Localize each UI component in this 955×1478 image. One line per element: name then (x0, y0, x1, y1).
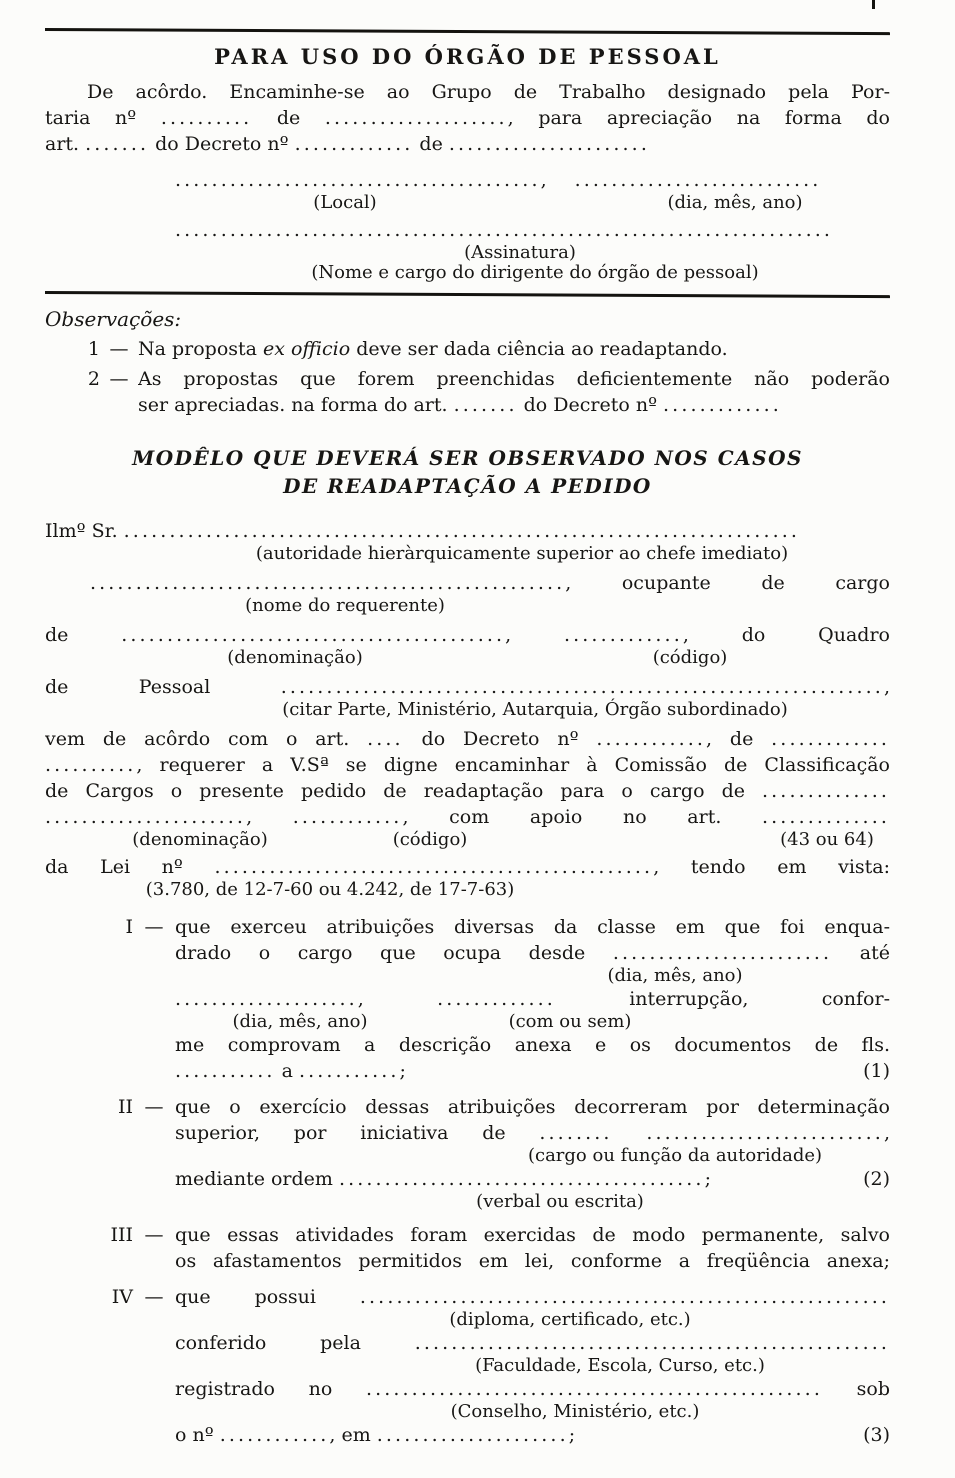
signer-caption-row (45, 263, 890, 283)
item-dash: — (144, 1224, 164, 1246)
caption-assinatura: (Assinatura) (464, 242, 576, 263)
observacao-text-latin: ex officio (263, 338, 351, 360)
lei-line: da Lei nº ................................................, tendo em vista: (45, 856, 890, 878)
caption-cargo-funcao: (cargo ou função da autoridade) (527, 1145, 823, 1166)
caption-conselho-ministerio: (Conselho, Ministério, etc.) (450, 1401, 700, 1422)
requerente-line: ...................................................., ocupante de cargo (90, 572, 890, 594)
clause-text: conferido pela .................................................... (175, 1332, 890, 1354)
scan-artifact-mark (872, 0, 875, 9)
caption-codigo: (código) (652, 647, 728, 668)
caption-row (175, 1146, 890, 1166)
signature-caption-row (45, 243, 890, 263)
ilmo-sr-line: Ilmº Sr. .......................................................................... (45, 520, 800, 542)
denominacao-codigo-art-caption-row (45, 830, 890, 850)
quadro-line: de .........................................., ............., do Quadro (45, 624, 890, 646)
requerente-caption-row (45, 596, 890, 616)
clause-text: me comprovam a descrição anexa e os documentos de fls. (175, 1034, 890, 1056)
local-date-captions (45, 193, 890, 213)
clause-text: drado o cargo que ocupa desde ........................ até (175, 942, 890, 964)
caption-citar-parte: (citar Parte, Ministério, Autarquia, Órgão subordinado) (282, 699, 788, 720)
item-dash: — (109, 338, 129, 360)
roman-numeral: I (125, 916, 133, 938)
item-dash: — (144, 1096, 164, 1118)
observacao-text-post: deve ser dada ciência ao readaptando. (350, 338, 728, 360)
caption-nome-cargo-dirigente: (Nome e cargo do dirigente do órgão de pessoal) (311, 262, 759, 283)
caption-row (175, 1012, 890, 1032)
caption-lei-numeros: (3.780, de 12-7-60 ou 4.242, de 17-7-63) (145, 879, 515, 900)
clause-text: ...................., ............. interrupção, confor- (175, 988, 890, 1010)
pessoal-line: de Pessoal .................................................................., (45, 676, 890, 698)
clause-text: ........... a ...........; (175, 1060, 406, 1082)
clause-text: os afastamentos permitidos em lei, conforme a freqüência anexa; (175, 1250, 890, 1272)
item-number: 2 (87, 368, 100, 390)
clause-item-IV (45, 1284, 890, 1448)
apoio-line: ......................, ............, com apoio no art. .............. (45, 806, 890, 828)
observacao-text-pre: Na proposta (138, 338, 264, 360)
caption-row (175, 1192, 890, 1212)
item-dash: — (144, 1286, 164, 1308)
section-title-orgao-pessoal: PARA USO DO ÓRGÃO DE PESSOAL (214, 44, 721, 69)
vem-de-acordo-line: vem de acôrdo com o art. .... do Decreto nº ............, de ............. (45, 728, 890, 750)
clause-text-with-ref (175, 1058, 890, 1084)
caption-dia-mes-ano: (dia, mês, ano) (232, 1011, 368, 1032)
paragraph-de-acordo (45, 79, 890, 157)
clause-text: que o exercício dessas atribuições decorreram por determinação (175, 1096, 890, 1118)
local-blank-field: ........................................, (175, 169, 547, 191)
roman-numeral: II (117, 1096, 133, 1118)
local-date-blank-row (45, 167, 890, 193)
date-blank-field: ........................... (574, 169, 822, 191)
caption-dia-mes-ano: (dia, mês, ano) (667, 192, 803, 213)
item-dash: — (144, 916, 164, 938)
roman-numeral: IV (111, 1286, 133, 1308)
clause-item-II (45, 1094, 890, 1212)
caption-denominacao: (denominação) (132, 829, 268, 850)
caption-diploma-certificado: (diploma, certificado, etc.) (449, 1309, 691, 1330)
clause-text: que possui .......................................................... (175, 1286, 890, 1308)
divider-rule (45, 291, 890, 298)
caption-dia-mes-ano: (dia, mês, ano) (607, 965, 743, 986)
paragraph-line: art. ....... do Decreto nº ............. de ...................... (45, 133, 650, 155)
clause-text: o nº ............, em .....................; (175, 1424, 576, 1446)
paragraph-line: taria nº .......... de ...................., para apreciação na forma do (45, 107, 890, 129)
paragraph-line: De acôrdo. Encaminhe-se ao Grupo de Trabalho designado pela Por- (87, 81, 890, 103)
observacao-text: As propostas que forem preenchidas deficientemente não poderão (138, 368, 890, 390)
caption-row (175, 966, 890, 986)
observacao-text: ser apreciadas. na forma do art. ....... do Decreto nº ............. (138, 394, 782, 416)
caption-faculdade-escola-curso: (Faculdade, Escola, Curso, etc.) (475, 1355, 765, 1376)
denominacao-codigo-caption-row (45, 648, 890, 668)
autoridade-caption-row (45, 544, 890, 564)
observacao-item-2 (45, 366, 890, 418)
caption-codigo: (código) (392, 829, 468, 850)
clause-text: superior, por iniciativa de ........ .........................., (175, 1122, 890, 1144)
clause-item-III (45, 1222, 890, 1274)
modelo-heading-line1: MODÊLO QUE DEVERÁ SER OBSERVADO NOS CASOS (132, 446, 803, 470)
observacao-text (138, 336, 890, 362)
clause-text: registrado no .................................................. sob (175, 1378, 890, 1400)
clause-text: que essas atividades foram exercidas de modo permanente, salvo (175, 1224, 890, 1246)
caption-row (175, 1310, 890, 1330)
clause-text-with-ref (175, 1422, 890, 1448)
observacoes-heading: Observações: (45, 307, 182, 331)
modelo-heading-line2: DE READAPTAÇÃO A PEDIDO (283, 474, 652, 498)
modelo-heading (45, 444, 890, 500)
lei-caption-row (45, 880, 890, 900)
observacao-item-1 (45, 336, 890, 362)
requerer-line: .........., requerer a V.Sª se digne encaminhar à Comissão de Classificação (45, 754, 890, 776)
clause-text: mediante ordem ........................................; (175, 1168, 711, 1190)
clause-text-with-ref (175, 1166, 890, 1192)
caption-row (175, 1356, 890, 1376)
footnote-ref-1: (1) (863, 1060, 890, 1082)
clause-text: que exerceu atribuições diversas da classe em que foi enqua- (175, 916, 890, 938)
footnote-ref-3: (3) (863, 1424, 890, 1446)
caption-nome-requerente: (nome do requerente) (245, 595, 445, 616)
signature-blank-field: ........................................................................ (175, 219, 834, 241)
citar-caption-row (45, 700, 890, 720)
caption-local: (Local) (313, 192, 377, 213)
caption-verbal-ou-escrita: (verbal ou escrita) (476, 1191, 644, 1212)
roman-numeral: III (110, 1224, 133, 1246)
footnote-ref-2: (2) (863, 1168, 890, 1190)
cargos-line: de Cargos o presente pedido de readaptação para o cargo de .............. (45, 780, 890, 802)
clause-item-I (45, 914, 890, 1084)
item-dash: — (109, 368, 129, 390)
caption-43-ou-64: (43 ou 64) (780, 829, 874, 850)
caption-row (175, 1402, 890, 1422)
caption-com-ou-sem: (com ou sem) (508, 1011, 632, 1032)
top-rule (45, 28, 890, 35)
caption-autoridade: (autoridade hieràrquicamente superior ao chefe imediato) (255, 543, 789, 564)
item-number: 1 (87, 338, 100, 360)
caption-denominacao: (denominação) (227, 647, 363, 668)
